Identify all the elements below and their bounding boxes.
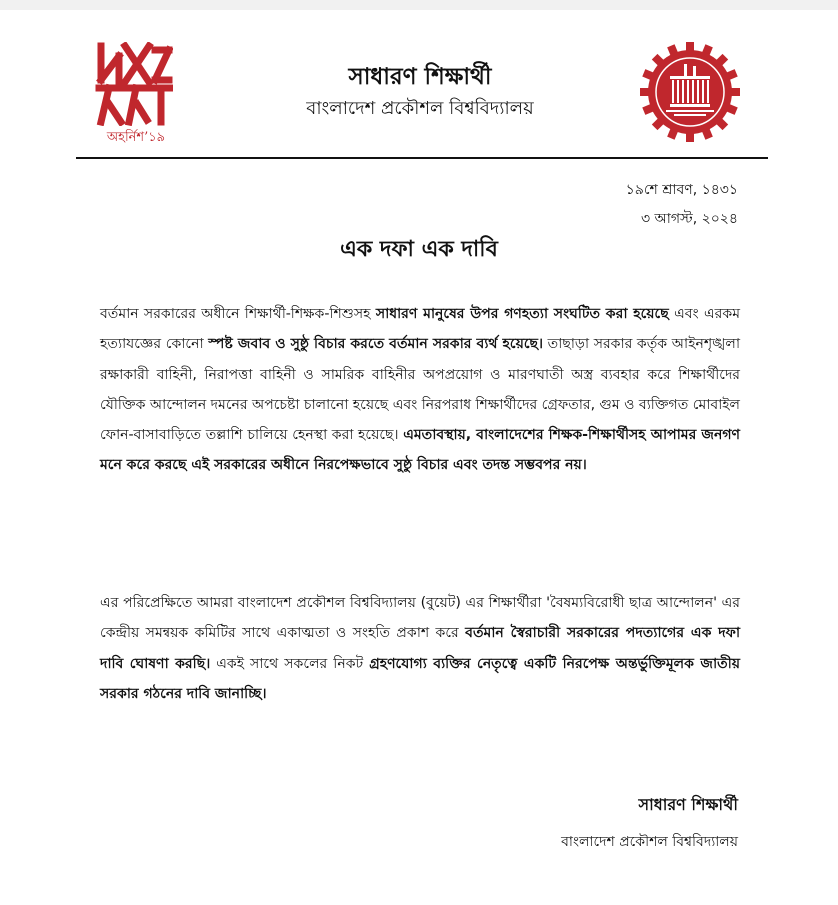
paragraph-1-run: বর্তমান সরকারের অধীনে শিক্ষার্থী-শিক্ষক-শিশুসহ [100, 306, 376, 322]
bangla-date: ১৯শে শ্রাবণ, ১৪৩১ [625, 182, 738, 198]
paragraph-1-run: সাধারণ মানুষের উপর গণহত্যা সংঘটিত করা হয়েছে [375, 306, 669, 322]
paragraph-2-run: এর পরিপ্রেক্ষিতে আমরা বাংলাদেশ প্রকৌশল বিশ্ববিদ্যালয় (বুয়েট) এর শিক্ষার্থীরা 'বৈষম্যবিরোধী ছাত্র আন্দোলন' এর কেন্দ্রীয় সমন্বয়ক কমিটির সাথে একাত্মতা ও সংহতি প্রকাশ করে [100, 595, 740, 642]
english-date: ৩ আগস্ট, ২০২৪ [640, 211, 738, 227]
buet-seal-icon [640, 42, 740, 142]
logo-caption: অহর্নিশ’১৯ [106, 130, 166, 145]
headline: এক দফা এক দাবি [340, 237, 498, 262]
signature-organization: বাংলাদেশ প্রকৌশল বিশ্ববিদ্যালয় [561, 834, 738, 850]
paragraph-2-run: গ্রহণযোগ্য ব্যক্তির নেতৃত্বে একটি নিরপেক্ষ অন্তর্ভুক্তিমূলক জাতীয় সরকার গঠনের দাবি জানাচ্ছি। [100, 655, 740, 702]
paragraph-2-run: বর্তমান স্বৈরাচারী সরকারের পদত্যাগের এক দফা দাবি ঘোষণা করছি। [100, 625, 740, 672]
header-title: সাধারণ শিক্ষার্থী [348, 64, 492, 90]
paragraph-1-run: এবং এরকম হত্যাযজ্ঞের কোনো [100, 306, 740, 353]
paragraph-2 [100, 588, 740, 709]
top-strip [0, 0, 838, 10]
date-block [626, 176, 738, 234]
header-divider [76, 157, 768, 159]
document-page [0, 10, 838, 905]
paragraph-1-run: তাছাড়া সরকার কর্তৃক আইনশৃঙ্খলা রক্ষাকারী বাহিনী, নিরাপত্তা বাহিনী ও সামরিক বাহিনীর অপপ্রয়োগ ও মারণঘাতী অস্ত্র ব্যবহার করে শিক্ষার্থীদের যৌক্তিক আন্দোলন দমনের অপচেষ্টা চালানো হয়েছে এবং নিরপরাধ শিক্ষার্থীদের গ্রেফতার, গুম ও ব্যক্তিগত মোবাইল ফোন-বাসাবাড়িতে তল্লাশি চালিয়ে হেনস্থা করা হয়েছে। [100, 336, 740, 444]
paragraph-1-run: এমতাবস্থায়, বাংলাদেশের শিক্ষক-শিক্ষার্থীসহ আপামর জনগণ মনে করে করছে এই সরকারের অধীনে নিরপেক্ষভাবে সুষ্ঠু বিচার এবং তদন্ত সম্ভবপর নয়। [100, 427, 740, 474]
header-subtitle: বাংলাদেশ প্রকৌশল বিশ্ববিদ্যালয় [306, 98, 534, 119]
signature-name: সাধারণ শিক্ষার্থী [638, 795, 738, 814]
paragraph-2-run: একই সাথে সকলের নিকট [210, 655, 370, 672]
paragraph-1 [100, 299, 740, 481]
paragraph-1-run: স্পষ্ট জবাব ও সুষ্ঠু বিচার করতে বর্তমান সরকার ব্যর্থ হয়েছে। [208, 336, 544, 353]
